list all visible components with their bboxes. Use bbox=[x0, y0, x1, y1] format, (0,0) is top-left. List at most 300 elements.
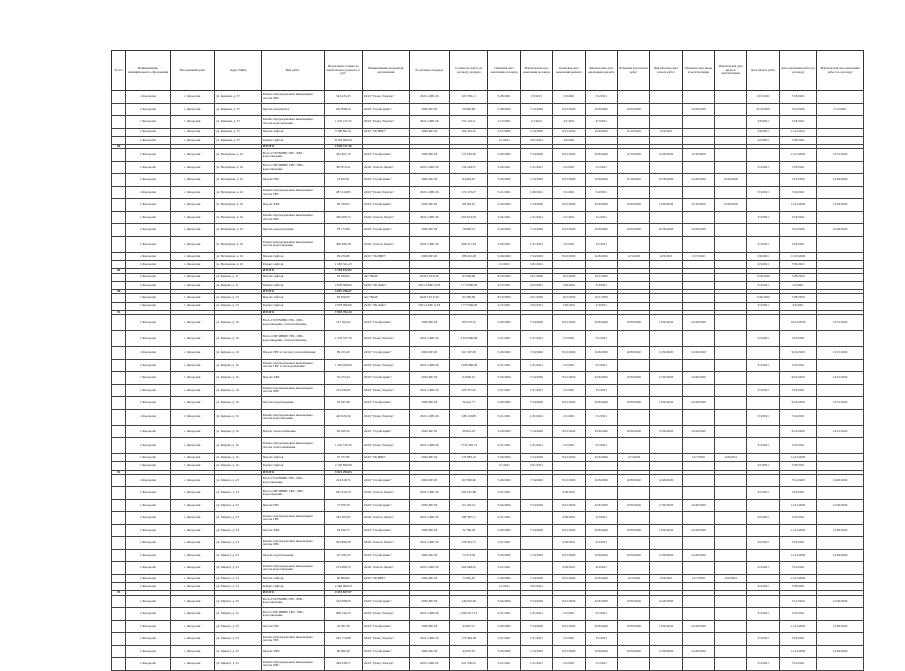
table-cell: 3/3/2021 bbox=[747, 658, 779, 671]
table-cell bbox=[817, 116, 864, 129]
table-cell: 6/26/2020 bbox=[585, 425, 617, 438]
table-cell: 10/1/2020 bbox=[553, 294, 585, 302]
table-cell: 224 618,74 bbox=[324, 474, 362, 487]
table-cell bbox=[617, 302, 649, 310]
table-cell bbox=[112, 359, 126, 372]
table-cell bbox=[112, 199, 126, 212]
table-cell: 4 591 837,97 bbox=[324, 591, 362, 595]
table-cell: ООО "Гранд Электро" bbox=[362, 633, 409, 646]
table-cell: 2020-ПР-63 bbox=[409, 224, 449, 237]
table-cell: Ремонт внутридомовых инженерных систем ХВС bbox=[261, 211, 324, 224]
table-cell: ул. Марата, д. 23 bbox=[215, 487, 262, 500]
table-cell: 5/26/2020 bbox=[488, 174, 520, 187]
table-cell bbox=[817, 608, 864, 621]
table-cell: 7/14/2020 bbox=[520, 397, 552, 410]
table-cell bbox=[747, 347, 779, 360]
table-cell: 3/3/2021 bbox=[747, 331, 779, 347]
table-cell: 7/24/2020 bbox=[747, 273, 779, 281]
table-cell: 11/15/2020 bbox=[779, 252, 816, 260]
table-cell: 625 898,45 bbox=[324, 103, 362, 116]
table-cell: 2020-ПР-63 bbox=[409, 474, 449, 487]
table-cell bbox=[682, 260, 714, 268]
table-cell: 2021-СМР-26 bbox=[409, 658, 449, 671]
table-cell: 12/15/2020 bbox=[817, 347, 864, 360]
table-cell bbox=[650, 273, 682, 281]
table-cell: 3/3/2021 bbox=[747, 608, 779, 621]
table-cell: г. Феодосия bbox=[170, 211, 215, 224]
table-cell: 1 576 395,73 bbox=[450, 438, 488, 454]
table-cell: Ремонт внутридомовых инженерных систем ХВС bbox=[261, 384, 324, 397]
table-cell: 5/21/2021 bbox=[488, 186, 520, 199]
table-cell bbox=[817, 128, 864, 136]
table-cell: 56 273,43 bbox=[324, 372, 362, 385]
table-cell: 3/3/2021 bbox=[747, 438, 779, 454]
table-cell: 10/30/2020 bbox=[617, 595, 649, 608]
table-cell bbox=[112, 128, 126, 136]
table-cell: 11/20/2020 bbox=[617, 128, 649, 136]
table-cell bbox=[112, 608, 126, 621]
table-cell: 11/30/2020 bbox=[650, 524, 682, 537]
table-cell: 2020-ПР-63 bbox=[409, 128, 449, 136]
table-cell: ул. Марата, д. 23 bbox=[215, 512, 262, 525]
table-cell: 9/16/2020 bbox=[779, 397, 816, 410]
table-cell: Ремонт лифтов bbox=[261, 302, 324, 310]
table-cell: 135 883,16 bbox=[450, 454, 488, 462]
table-cell bbox=[650, 186, 682, 199]
table-cell: 7/19/2021 bbox=[779, 633, 816, 646]
table-cell bbox=[747, 425, 779, 438]
table-cell bbox=[817, 211, 864, 224]
table-cell bbox=[682, 302, 714, 310]
table-cell: 3/3/2021 bbox=[585, 302, 617, 310]
table-cell: 10/1/2020 bbox=[520, 273, 552, 281]
table-cell: 3/1/2021 bbox=[585, 91, 617, 104]
table-cell: ул. Кирова, д. 13 bbox=[215, 294, 262, 302]
table-row bbox=[112, 315, 864, 331]
table-cell: 2020-ПР-63 bbox=[409, 499, 449, 512]
table-cell bbox=[650, 454, 682, 462]
table-cell: 7/14/2020 bbox=[520, 499, 552, 512]
table-cell: ул. Киреева, д. 37 bbox=[215, 128, 262, 136]
table-cell bbox=[112, 462, 126, 470]
table-cell bbox=[817, 487, 864, 500]
table-cell bbox=[617, 359, 649, 372]
table-cell bbox=[747, 524, 779, 537]
table-cell: ООО "Гранд Электро" bbox=[362, 438, 409, 454]
table-cell: г. Феодосия bbox=[126, 474, 171, 487]
table-cell: 5/26/2020 bbox=[488, 574, 520, 582]
table-cell: 5/21/2021 bbox=[488, 562, 520, 575]
table-cell bbox=[650, 359, 682, 372]
table-cell: 2 136 859,90 bbox=[324, 462, 362, 470]
table-cell: 7/30/2021 bbox=[779, 462, 816, 470]
table-row bbox=[112, 186, 864, 199]
table-cell: Проект водоотведения bbox=[261, 397, 324, 410]
table-cell bbox=[585, 136, 617, 144]
table-cell bbox=[112, 372, 126, 385]
table-cell: 6/26/2020 bbox=[585, 315, 617, 331]
column-header: Фактическая дата окончания работ по договору bbox=[817, 51, 864, 91]
table-cell: 11/12/2020 bbox=[779, 620, 816, 633]
table-cell: 1 233 537,79 bbox=[324, 331, 362, 347]
column-header: № договора подряда bbox=[409, 51, 449, 91]
table-cell bbox=[650, 583, 682, 591]
table-cell: Всего ГСН ВИВБ: ГВС, ХВС, водоотведение, теплоснабжение bbox=[261, 315, 324, 331]
table-cell: 269 638,71 bbox=[324, 658, 362, 671]
table-cell bbox=[112, 438, 126, 454]
table-cell bbox=[682, 474, 714, 487]
table-cell bbox=[362, 136, 409, 144]
table-cell: 6/26/2020 bbox=[585, 397, 617, 410]
table-cell: 368 217,63 bbox=[450, 236, 488, 252]
table-cell: 8/21/2020 bbox=[553, 524, 585, 537]
table-row bbox=[112, 658, 864, 671]
table-cell bbox=[650, 537, 682, 550]
table-cell: 8/21/2020 bbox=[553, 347, 585, 360]
table-cell: 3/31/2021 bbox=[520, 260, 552, 268]
table-cell: 5/21/2021 bbox=[488, 633, 520, 646]
table-cell: 65 790,62 bbox=[324, 199, 362, 212]
table-cell: 12/15/2020 bbox=[817, 372, 864, 385]
table-cell: ул. Марата, д. 25 bbox=[215, 608, 262, 621]
table-cell bbox=[817, 236, 864, 252]
table-cell bbox=[650, 608, 682, 621]
table-cell: 8/21/2020 bbox=[553, 425, 585, 438]
table-cell bbox=[617, 161, 649, 174]
table-cell: 88 bbox=[112, 144, 126, 148]
table-cell: 11/30/2020 bbox=[650, 620, 682, 633]
table-cell: г. Феодосия bbox=[170, 438, 215, 454]
table-cell: 7/18/2021 bbox=[779, 211, 816, 224]
table-cell: Ремонт лифтов bbox=[261, 462, 324, 470]
table-cell: 8/21/2020 bbox=[553, 454, 585, 462]
column-header: Вид работ bbox=[261, 51, 324, 91]
table-cell: 11/12/2020 bbox=[779, 199, 816, 212]
table-cell: 3/1/2021 bbox=[585, 438, 617, 454]
table-row bbox=[112, 372, 864, 385]
header-row bbox=[112, 51, 864, 91]
table-cell: 8/21/2020 bbox=[553, 149, 585, 162]
table-cell: 2/25/2021 bbox=[520, 281, 552, 289]
table-cell bbox=[715, 211, 747, 224]
table-cell: 12/20/2020 bbox=[682, 397, 714, 410]
table-cell bbox=[585, 462, 617, 470]
table-cell: 5/27/2020 bbox=[488, 128, 520, 136]
table-cell: 409 286,78 bbox=[324, 236, 362, 252]
table-cell: 7/30/2021 bbox=[779, 583, 816, 591]
table-cell: 7/28/2020 bbox=[779, 294, 816, 302]
table-cell: Проект лифтов bbox=[261, 294, 324, 302]
table-cell: 215 636,96 bbox=[324, 384, 362, 397]
table-row bbox=[112, 103, 864, 116]
table-cell bbox=[112, 211, 126, 224]
table-cell: 5/26/2020 bbox=[488, 425, 520, 438]
table-cell: ООО "Альтэк Энерго" bbox=[362, 537, 409, 550]
table-cell: 3 067 256,57 bbox=[324, 289, 362, 293]
table-cell bbox=[682, 487, 714, 500]
table-cell: г. Феодосия bbox=[170, 224, 215, 237]
table-cell bbox=[112, 236, 126, 252]
table-cell: г. Феодосия bbox=[126, 347, 171, 360]
table-cell: 1/1/2021 bbox=[488, 462, 520, 470]
table-cell: ООО "Гранд Электро" bbox=[362, 186, 409, 199]
table-cell: г. Феодосия bbox=[170, 273, 215, 281]
table-row bbox=[112, 425, 864, 438]
table-cell bbox=[817, 583, 864, 591]
table-cell: г. Феодосия bbox=[170, 658, 215, 671]
table-cell: 4/5/2021 bbox=[747, 562, 779, 575]
table-cell bbox=[112, 315, 126, 331]
table-cell: 3/1/2021 bbox=[585, 409, 617, 425]
table-cell: 84 963,67 bbox=[450, 174, 488, 187]
table-cell: 10/30/2020 bbox=[617, 524, 649, 537]
table-cell: 10/30/2020 bbox=[650, 224, 682, 237]
column-header: Фактическая дата окончания договора bbox=[520, 51, 552, 91]
table-cell: г. Феодосия bbox=[126, 236, 171, 252]
table-cell: Проект теплоснабжения bbox=[261, 425, 324, 438]
table-cell: г. Феодосия bbox=[126, 409, 171, 425]
table-cell bbox=[682, 595, 714, 608]
table-cell: 11/12/2020 bbox=[779, 549, 816, 562]
table-cell: Проект капремонта bbox=[261, 103, 324, 116]
table-cell bbox=[747, 645, 779, 658]
table-cell: 68 362,61 bbox=[450, 199, 488, 212]
table-cell: ул. Кирова, д. 16 bbox=[215, 359, 262, 372]
table-cell: 3/1/2021 bbox=[585, 161, 617, 174]
table-cell bbox=[817, 359, 864, 372]
table-cell: г. Феодосия bbox=[170, 645, 215, 658]
table-cell bbox=[617, 608, 649, 621]
table-cell: Ремонт внутридомовых инженерных систем водоотведения bbox=[261, 236, 324, 252]
table-cell bbox=[650, 116, 682, 129]
table-cell bbox=[715, 372, 747, 385]
table-cell: 9/16/2020 bbox=[779, 347, 816, 360]
table-cell: 68 690,36 bbox=[324, 645, 362, 658]
table-cell bbox=[617, 633, 649, 646]
table-cell: 2021-СМР-26 bbox=[409, 438, 449, 454]
table-cell: 6/26/2020 bbox=[585, 149, 617, 162]
table-cell: 8/21/2020 bbox=[553, 574, 585, 582]
table-cell bbox=[682, 537, 714, 550]
table-cell bbox=[112, 294, 126, 302]
table-cell: 3 921 293,03 bbox=[324, 470, 362, 474]
table-cell: Ремонт внутридомовых инженерных систем теплоснабжения bbox=[261, 438, 324, 454]
table-cell: 2/15/2021 bbox=[488, 302, 520, 310]
table-cell: 11/5/2020 bbox=[617, 252, 649, 260]
table-cell bbox=[650, 562, 682, 575]
table-cell: 11/30/2020 bbox=[650, 645, 682, 658]
table-cell bbox=[112, 252, 126, 260]
table-cell: ООО "Стройсервис" bbox=[362, 224, 409, 237]
table-cell: г. Феодосия bbox=[126, 537, 171, 550]
table-cell: 7/19/2021 bbox=[779, 438, 816, 454]
table-cell bbox=[650, 487, 682, 500]
table-cell: 11/30/2020 bbox=[682, 149, 714, 162]
table-cell: 2/3/2021 bbox=[553, 91, 585, 104]
table-cell: 12/9/2021 bbox=[650, 128, 682, 136]
table-cell: 7/14/2020 bbox=[520, 252, 552, 260]
table-cell: 1 242 576,10 bbox=[324, 438, 362, 454]
table-cell bbox=[650, 302, 682, 310]
table-cell: г. Феодосия bbox=[170, 128, 215, 136]
table-cell: 12/20/2020 bbox=[682, 372, 714, 385]
table-cell bbox=[682, 161, 714, 174]
table-cell: ул. Марата, д. 23 bbox=[215, 574, 262, 582]
table-cell: 11/30/2020 bbox=[650, 397, 682, 410]
table-cell: 11/30/2020 bbox=[650, 372, 682, 385]
table-cell: ул. Ветеранов, д. 16 bbox=[215, 186, 262, 199]
table-row bbox=[112, 595, 864, 608]
table-cell: 12/20/2020 bbox=[682, 315, 714, 331]
table-cell: 12/7/2020 bbox=[682, 252, 714, 260]
table-cell: 92 810,00 bbox=[324, 294, 362, 302]
table-cell: 2021-СМР-36 bbox=[409, 487, 449, 500]
table-cell: 7/19/2021 bbox=[779, 537, 816, 550]
table-cell: 667 619,79 bbox=[324, 487, 362, 500]
table-cell: 185 455,35 bbox=[450, 128, 488, 136]
table-cell: 89 bbox=[112, 269, 126, 273]
table-cell: Проект ГВС bbox=[261, 499, 324, 512]
table-row bbox=[112, 608, 864, 621]
column-header: Стоимость работ по договору подряда bbox=[450, 51, 488, 91]
table-cell: г. Феодосия bbox=[126, 620, 171, 633]
table-cell: 3/1/2021 bbox=[585, 658, 617, 671]
table-cell bbox=[553, 583, 585, 591]
table-cell: 7/14/2020 bbox=[520, 595, 552, 608]
table-cell: 6/26/2020 bbox=[585, 252, 617, 260]
table-cell: 5/26/2020 bbox=[488, 199, 520, 212]
table-cell bbox=[682, 608, 714, 621]
table-cell: 10/30/2020 bbox=[617, 315, 649, 331]
table-cell: 222 098,60 bbox=[324, 595, 362, 608]
table-cell: 3/1/2021 bbox=[553, 116, 585, 129]
table-cell: 165 760,11 bbox=[450, 91, 488, 104]
table-cell: 10/30/2020 bbox=[617, 620, 649, 633]
table-cell: 7/19/2021 bbox=[779, 512, 816, 525]
table-cell: ул. Кирова, д. 16 bbox=[215, 425, 262, 438]
table-cell: 2021-СМР-26 bbox=[409, 359, 449, 372]
table-cell: 2/1/2021 bbox=[553, 633, 585, 646]
table-cell: Всего СМР ИВБВ: ГВС, ХВС, водоотведение, теплоснабжение bbox=[261, 331, 324, 347]
table-cell: ООО "Альтэк Энерго" bbox=[362, 211, 409, 224]
table-row bbox=[112, 252, 864, 260]
table-cell: 10/30/2020 bbox=[617, 199, 649, 212]
table-cell: 6/26/2020 bbox=[585, 474, 617, 487]
table-cell: 3/1/2021 bbox=[585, 359, 617, 372]
table-cell: ООО "ЭК Лифт" bbox=[362, 281, 409, 289]
table-cell: г. Феодосия bbox=[126, 252, 171, 260]
table-cell: ул. Ветеранов, д. 16 bbox=[215, 224, 262, 237]
table-cell: г. Феодосия bbox=[170, 252, 215, 260]
table-cell: 287 419,83 bbox=[324, 186, 362, 199]
table-body bbox=[112, 91, 864, 671]
table-cell: Проект ХВС bbox=[261, 524, 324, 537]
table-cell bbox=[715, 294, 747, 302]
table-cell bbox=[650, 658, 682, 671]
table-cell: г. Феодосия bbox=[126, 128, 171, 136]
table-cell bbox=[817, 512, 864, 525]
table-cell: 5/21/2021 bbox=[488, 658, 520, 671]
table-cell: 12/20/2020 bbox=[682, 347, 714, 360]
table-cell bbox=[747, 315, 779, 331]
table-cell bbox=[747, 474, 779, 487]
table-cell: 1/15/2021 bbox=[488, 116, 520, 129]
table-cell bbox=[617, 537, 649, 550]
table-cell: 5/26/2020 bbox=[488, 645, 520, 658]
table-cell: 5/24/2021 bbox=[488, 236, 520, 252]
table-cell bbox=[715, 161, 747, 174]
table-cell: 7/14/2020 bbox=[520, 620, 552, 633]
table-cell: 10/30/2020 bbox=[617, 425, 649, 438]
table-cell: 6/26/2020 bbox=[585, 128, 617, 136]
table-cell: 1/31/2021 bbox=[520, 331, 552, 347]
table-cell: 7/19/2021 bbox=[779, 608, 816, 621]
table-cell bbox=[650, 103, 682, 116]
table-cell bbox=[747, 549, 779, 562]
table-cell: 9/16/2020 bbox=[779, 425, 816, 438]
table-cell bbox=[112, 116, 126, 129]
table-cell: Ремонт лифтов bbox=[261, 583, 324, 591]
table-cell: 8/21/2020 bbox=[553, 620, 585, 633]
table-cell: 3/3/2021 bbox=[747, 384, 779, 397]
table-cell bbox=[747, 149, 779, 162]
table-cell bbox=[715, 273, 747, 281]
table-cell: 93 560,00 bbox=[324, 273, 362, 281]
table-cell: 245 774,88 bbox=[324, 633, 362, 646]
table-cell: Проект лифтов bbox=[261, 273, 324, 281]
table-cell: г. Феодосия bbox=[170, 608, 215, 621]
table-cell bbox=[650, 294, 682, 302]
table-cell: 3/3/2021 bbox=[747, 359, 779, 372]
table-cell: Проект ГВС bbox=[261, 620, 324, 633]
table-cell: ООО "Гранд Электро" bbox=[362, 658, 409, 671]
table-cell: 2021-СМР-26 bbox=[409, 409, 449, 425]
table-cell bbox=[747, 174, 779, 187]
table-cell: 7/19/2021 bbox=[779, 359, 816, 372]
table-cell: 62 102,12 bbox=[450, 499, 488, 512]
table-cell: ООО "Стройсервис" bbox=[362, 372, 409, 385]
table-cell: г. Феодосия bbox=[170, 562, 215, 575]
table-cell bbox=[450, 260, 488, 268]
table-cell: 6/26/2020 bbox=[585, 454, 617, 462]
table-cell bbox=[747, 574, 779, 582]
table-cell: 3 783 672,82 bbox=[324, 269, 362, 273]
table-cell: ул. Марата, д. 23 bbox=[215, 583, 262, 591]
table-cell: г. Феодосия bbox=[170, 116, 215, 129]
table-cell: 2020-ПР-63 bbox=[409, 174, 449, 187]
table-cell: 9/16/2020 bbox=[779, 372, 816, 385]
table-cell: г. Феодосия bbox=[126, 103, 171, 116]
table-cell: ИТОГО bbox=[261, 591, 324, 595]
table-cell: 7/24/2020 bbox=[747, 294, 779, 302]
table-cell: 2/1/2021 bbox=[553, 658, 585, 671]
table-cell: ИТОГО bbox=[261, 470, 324, 474]
table-cell: 1/1/2021 bbox=[488, 583, 520, 591]
table-cell bbox=[682, 186, 714, 199]
table-row bbox=[112, 397, 864, 410]
table-cell bbox=[682, 633, 714, 646]
table-cell: 11/5/2020 bbox=[617, 454, 649, 462]
table-cell: 7/12/2020 bbox=[779, 224, 816, 237]
table-cell: 5/26/2020 bbox=[488, 595, 520, 608]
table-cell: 7/19/2021 bbox=[779, 384, 816, 397]
table-cell: 5/28/2020 bbox=[488, 103, 520, 116]
table-cell: 90 bbox=[112, 289, 126, 293]
table-cell: 2/15/2021 bbox=[488, 281, 520, 289]
table-cell bbox=[617, 658, 649, 671]
table-cell: ул. Марата, д. 23 bbox=[215, 524, 262, 537]
table-cell: г. Феодосия bbox=[126, 487, 171, 500]
